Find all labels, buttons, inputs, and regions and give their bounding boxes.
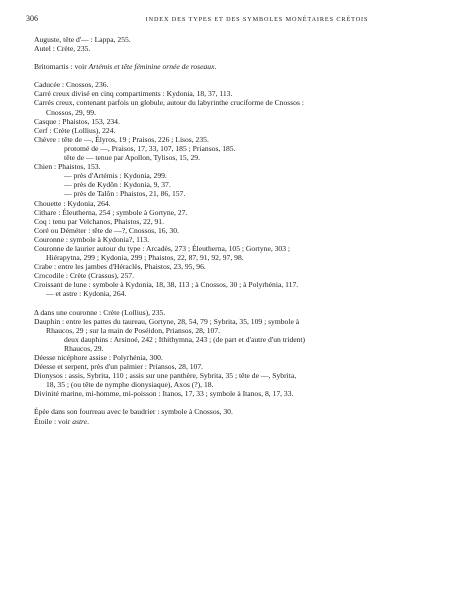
index-entries: [34, 35, 432, 426]
entry-punctuation: .: [214, 62, 217, 72]
entry-text: tête de — tenue par Apollon, Tylisos, 15, 29.: [64, 153, 200, 163]
entry-text: Hiérapytna, 299 ; Kydonia, 299 ; Phaistos, 22, 87, 91, 92, 97, 98.: [46, 253, 244, 263]
entry-text: Couronne de laurier autour du type : Arcadès, 273 ; Éleutherna, 105 ; Gortyne, 303 ;: [34, 243, 291, 253]
running-title: INDEX DES TYPES ET DES SYMBOLES MONÉTAIRES CRÉTOIS: [145, 16, 369, 23]
index-entry: [34, 35, 432, 44]
section-gap: [34, 299, 432, 308]
entry-text: Autel : Crète, 235.: [34, 44, 91, 54]
entry-text: Crocodile : Crète (Crassus), 257.: [34, 271, 134, 281]
entry-text: Couronne : symbole à Kydonia?, 113.: [34, 234, 150, 244]
index-entry: [34, 244, 432, 253]
entry-text: Carré creux divisé en cinq compartiments : Kydonia, 18, 37, 113.: [34, 89, 233, 99]
index-entry: [34, 371, 432, 380]
entry-italic-text: Artémis et tête féminine ornée de roseaux: [88, 62, 215, 72]
entry-text: Auguste, tête d'— : Lappa, 255.: [34, 35, 131, 44]
entry-text: Coré ou Déméter : tête de —?, Cnossos, 16, 30.: [34, 225, 179, 235]
entry-text: Étoile : voir: [34, 416, 73, 426]
index-subentry: [34, 326, 432, 335]
index-entry: [34, 308, 432, 317]
index-subentry: [34, 144, 432, 153]
index-entry: [34, 217, 432, 226]
index-entry: [34, 62, 432, 71]
index-entry: [34, 417, 432, 426]
entry-text: Cnossos, 29, 99.: [46, 107, 97, 117]
index-entry: [34, 80, 432, 89]
entry-text: Coq : tenu par Velchanos, Phaistos, 22, 91.: [34, 216, 164, 226]
entry-text: Britomartis : voir: [34, 62, 89, 72]
index-entry: [34, 126, 432, 135]
index-subentry: [34, 108, 432, 117]
entry-text: Carrés creux, contenant parfois un globule, autour du labyrinthe cruciforme de Cnossos :: [34, 98, 304, 108]
index-entry: [34, 44, 432, 53]
entry-text: Épée dans son fourreau avec le baudrier : symbole à Cnossos, 30.: [34, 407, 233, 417]
index-subentry: [34, 153, 432, 162]
entry-text: Croissant de lune : symbole à Kydonia, 18, 38, 113 ; à Cnossos, 30 ; à Polyrhénia, 117.: [34, 280, 299, 290]
index-entry: [34, 117, 432, 126]
entry-text: — près d'Artémis : Kydonia, 299.: [64, 171, 167, 181]
index-subentry: [34, 344, 432, 353]
entry-text: Dionysos : assis, Sybrita, 110 ; assis sur une panthère, Sybrita, 35 ; tête de —, Sybrita,: [34, 371, 297, 381]
entry-text: Chien : Phaistos, 153.: [34, 162, 101, 172]
page-number: 306: [26, 14, 38, 23]
index-entry: [34, 271, 432, 280]
entry-punctuation: .: [87, 416, 89, 426]
entry-text: Cithare : Éleutherna, 254 ; symbole à Gortyne, 27.: [34, 207, 188, 217]
index-entry: [34, 162, 432, 171]
index-entry: [34, 317, 432, 326]
index-subentry: [34, 180, 432, 189]
entry-italic-text: astre: [72, 416, 88, 426]
entry-text: Chouette : Kydonia, 264.: [34, 198, 111, 208]
entry-text: Dauphin : entre les pattes du taureau, Gortyne, 28, 54, 79 ; Sybrita, 35, 109 ; symbole à: [34, 316, 300, 326]
index-entry: [34, 262, 432, 271]
index-entry: [34, 389, 432, 398]
entry-text: — près de Kydôn : Kydonia, 9, 37.: [64, 180, 171, 190]
index-entry: [34, 98, 432, 107]
entry-text: Divinité marine, mi-homme, mi-poisson : Itanos, 17, 33 ; symbole à Itanos, 8, 17, 33.: [34, 389, 294, 399]
index-entry: [34, 199, 432, 208]
index-subentry: [34, 189, 432, 198]
entry-text: 18, 35 ; (ou tête de nymphe dionysiaque), Axos (?), 18.: [46, 380, 214, 390]
index-entry: [34, 362, 432, 371]
entry-text: — près de Talôn : Phaistos, 21, 86, 157.: [64, 189, 186, 199]
entry-text: Δ dans une couronne : Crète (Lollius), 235.: [34, 307, 166, 317]
index-entry: [34, 208, 432, 217]
index-entry: [34, 89, 432, 98]
entry-text: Crabe : entre les jambes d'Héraclès, Phaistos, 23, 95, 96.: [34, 262, 206, 272]
section-gap: [34, 71, 432, 80]
index-entry: [34, 235, 432, 244]
entry-text: Déesse et serpent, près d'un palmier : Priansos, 28, 107.: [34, 362, 204, 372]
index-entry: [34, 135, 432, 144]
index-subentry: [34, 289, 432, 298]
index-subentry: [34, 335, 432, 344]
entry-text: — et astre : Kydonia, 264.: [46, 289, 127, 299]
section-gap: [34, 53, 432, 62]
entry-text: protomé de —, Praisos, 17, 33, 107, 185 ; Priansos, 185.: [64, 143, 236, 153]
index-subentry: [34, 171, 432, 180]
entry-text: Casque : Phaistos, 153, 234.: [34, 116, 120, 126]
index-entry: [34, 280, 432, 289]
entry-text: deux dauphins : Arsinoé, 242 ; Ithithymna, 243 ; (de part et d'autre d'un trident): [64, 334, 306, 344]
entry-text: Déesse nicéphore assise : Polyrhénia, 300.: [34, 353, 163, 362]
entry-text: Rhaucos, 29.: [64, 343, 104, 353]
entry-text: Chèvre : tête de —, Élyros, 19 ; Praisos, 226 ; Lisos, 235.: [34, 134, 209, 144]
running-header: [26, 14, 428, 24]
index-entry: [34, 407, 432, 416]
index-entry: [34, 353, 432, 362]
entry-text: Caducée : Cnossos, 236.: [34, 80, 109, 90]
index-entry: [34, 226, 432, 235]
entry-text: Rhaucos, 29 ; sur la main de Poséidon, Priansos, 28, 107.: [46, 325, 221, 335]
entry-text: Cerf : Crète (Lollius), 224.: [34, 125, 116, 135]
index-subentry: [34, 253, 432, 262]
index-subentry: [34, 380, 432, 389]
